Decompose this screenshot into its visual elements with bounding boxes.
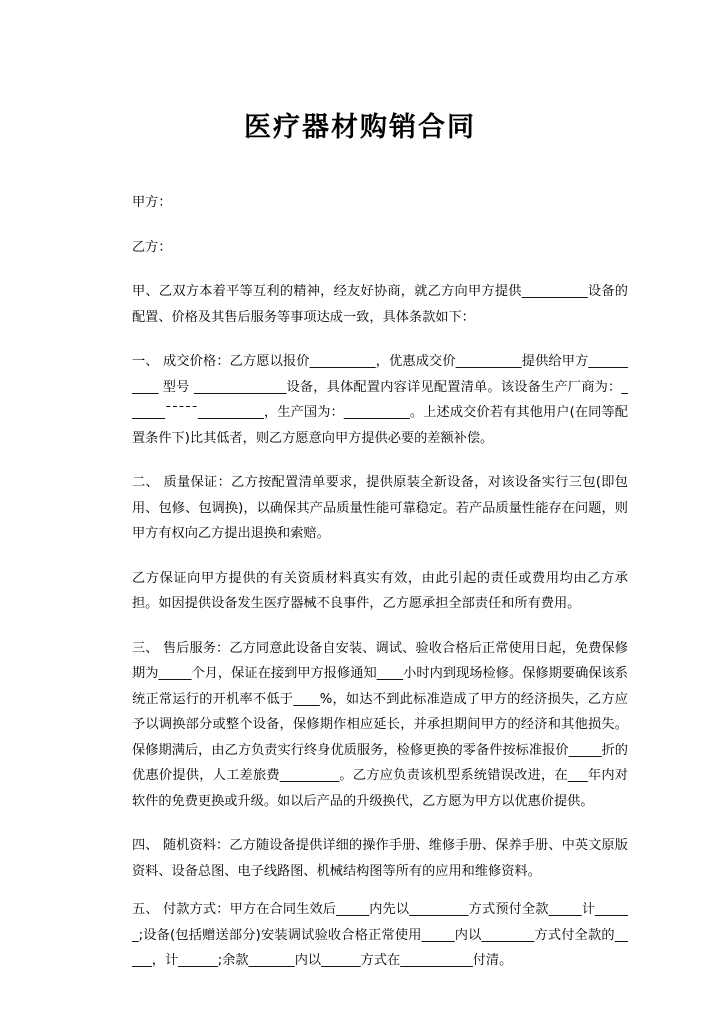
clause-after-sales: 三、 售后服务：乙方同意此设备自安装、调试、验收合格后正常使用日起，免费保修期为_____个月，保证在接到甲方报修通知____小时内到现场检修。保修期要确保该系统正常运行的开机率不低于____%，如达不到此标准造成了甲方的经济损失，乙方应予以调换部分或整个设备，保修期作相应延长，并承担期间甲方的经济和其他损失。保修期满后，由乙方负责实行终身优质服务，检修更换的零备件按标准报价_____折的优惠价提供，人工差旅费_________。乙方应负责该机型系统错误改进，在___年内对软件的免费更换或升级。如以后产品的升级换代，乙方愿为甲方以优惠价提供。 (132, 640, 628, 809)
party-a-line: 甲方： (132, 195, 172, 211)
clause-payment: 五、 付款方式：甲方在合同生效后_____内先以_________方式预付全款_____计______;设备(包括赠送部分)安装调试验收合格正常使用_____内以________方式付全款的_____，计______;余款_______内以______方式在___________付清。 (132, 902, 628, 969)
page-title: 医疗器材购销合同 (244, 112, 476, 143)
clause-quality: 二、 质量保证：乙方按配置清单要求，提供原装全新设备，对该设备实行三包(即包用、包修、包调换)，以确保其产品质量性能可靠稳定。若产品质量性能存在问题，则甲方有权向乙方提出退换和索赔。 (132, 475, 628, 542)
clause-quality-extra: 乙方保证向甲方提供的有关资质材料真实有效，由此引起的责任或费用均由乙方承担。如因提供设备发生医疗器械不良事件，乙方愿承担全部责任和所有费用。 (132, 570, 628, 612)
clause-price: 一、 成交价格：乙方愿以报价__________，优惠成交价__________提供给甲方__________ 型号 ______________设备，具体配置内容详见配置清单。该设备生产厂商为：______ˉˉˉˉˉ__________，生产国为：__________。上述成交价若有其他用户(在同等配置条件下)比其低者，则乙方愿意向甲方提供必要的差额补偿。 (132, 354, 628, 446)
document-body (0, 190, 720, 974)
party-b-line: 乙方： (132, 239, 172, 255)
preamble-paragraph: 甲、乙双方本着平等互利的精神，经友好协商，就乙方向甲方提供__________设备的配置、价格及其售后服务等事项达成一致，具体条款如下： (132, 284, 628, 325)
clause-documents: 四、 随机资料：乙方随设备提供详细的操作手册、维修手册、保养手册、中英文原版资料、设备总图、电子线路图、机械结构图等所有的应用和维修资料。 (132, 838, 628, 879)
